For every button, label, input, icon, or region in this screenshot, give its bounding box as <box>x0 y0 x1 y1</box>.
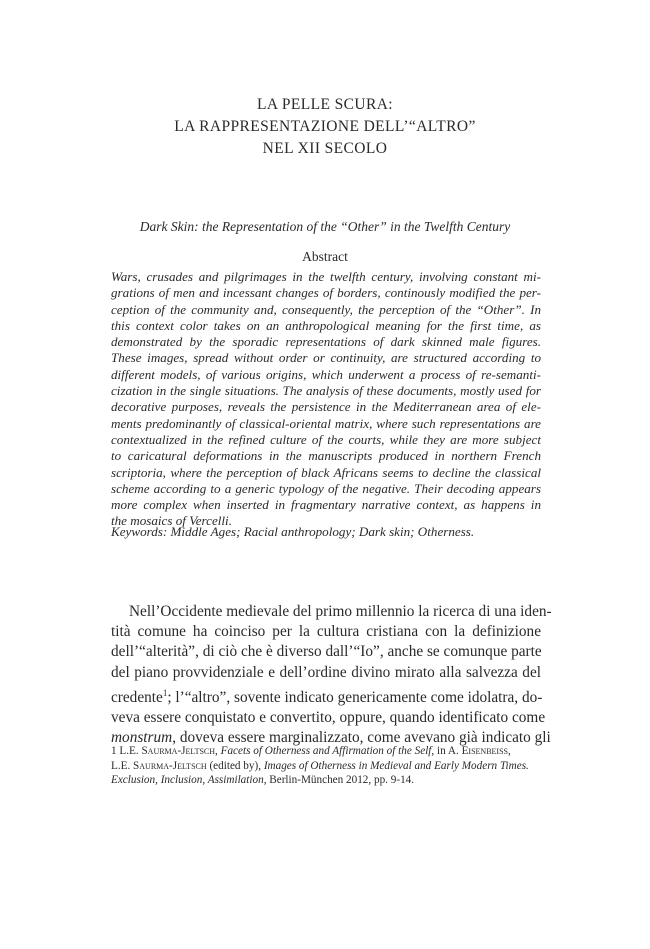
footnote-editor: Eisenbeiss <box>461 745 508 757</box>
footnote-separator: , <box>215 745 221 757</box>
abstract-line: cization in the single situations. The analysis of these documents, mostly used for <box>111 383 541 399</box>
abstract-line: this context color takes on an anthropological meaning for the first time, as <box>111 317 541 333</box>
abstract-line: Wars, crusades and pilgrimages in the twelfth century, involving constant mi- <box>111 269 541 284</box>
abstract-text <box>111 269 541 530</box>
latin-term: monstrum <box>111 729 173 747</box>
abstract-line: ception of the community and, consequently, the perception of the “Other”. In <box>111 301 541 317</box>
body-text <box>111 602 552 749</box>
body-line <box>111 683 541 708</box>
footnote-book-title: Images of Otherness in Medieval and Early Modern Times. <box>263 759 529 772</box>
footnote-text: , in A. <box>431 745 462 757</box>
english-title: Dark Skin: the Representation of the “Other” in the Twelfth Century <box>139 219 511 234</box>
footnote-editor: L.E. Saurma-Jeltsch <box>111 759 207 772</box>
chapter-title <box>0 94 650 160</box>
footnote-author: L.E. Saurma-Jeltsch <box>119 745 216 757</box>
footnote-number: 1 <box>111 745 117 757</box>
abstract-line: grations of men and incessant changes of borders, continously modified the per- <box>111 285 541 301</box>
footnote-text: (edited by), <box>206 759 264 772</box>
footnote-publication: , Berlin-München 2012, pp. 9-14. <box>263 774 415 787</box>
abstract-line: decorative purposes, reveals the persistence in the Mediterranean area of ele- <box>111 399 541 415</box>
body-line: veva essere conquistato e convertito, oppure, quando identificato come <box>111 709 546 727</box>
footnote <box>111 744 541 788</box>
abstract-line: ments predominantly of classical-oriental matrix, where such representations are <box>111 415 541 431</box>
footnote-line <box>111 759 541 774</box>
body-text-segment: credente <box>111 688 163 706</box>
abstract-line: These images, spread without order or continuity, are structured according to <box>111 350 541 366</box>
footnote-line <box>111 744 541 759</box>
abstract-heading: Abstract <box>302 249 348 264</box>
body-text-segment: , doveva essere marginalizzato, come avevano già indicato gli <box>172 729 551 747</box>
body-line: del piano provvidenziale e dell’ordine divino mirato alla salvezza del <box>111 663 541 681</box>
abstract-line: scheme according to a generic typology of the negative. Their decoding appears <box>111 480 541 496</box>
abstract-line: contextualized in the refined culture of the courts, while they are more subject <box>111 431 541 447</box>
footnote-separator: , <box>507 745 511 757</box>
abstract-line: scriptoria, where the perception of black Africans seems to decline the classical <box>111 464 541 480</box>
body-line: Nell’Occidente medievale del primo millennio la ricerca di una iden- <box>129 603 552 620</box>
chapter-title-line-3: NEL XII SECOLO <box>262 140 388 157</box>
keywords: Keywords: Middle Ages; Racial anthropology; Dark skin; Otherness. <box>111 524 475 539</box>
abstract-line: to caricatural deformations in the manuscripts produced in northern French <box>111 448 541 464</box>
footnote-line <box>111 773 541 788</box>
footnote-book-subtitle: Exclusion, Inclusion, Assimilation <box>111 774 264 787</box>
abstract-line: different models, of various origins, which underwent a process of re-semanti- <box>111 366 541 382</box>
body-line: dell’“alterità”, di ciò che è diverso dall’“Io”, anche se comunque parte <box>111 643 542 661</box>
abstract-line: more complex when inserted in fragmentary narrative context, as happens in <box>111 497 541 513</box>
footnote-reference[interactable]: 1 <box>162 687 168 698</box>
footnote-title: Facets of Otherness and Affirmation of the Self <box>220 745 432 757</box>
chapter-title-line-2: LA RAPPRESENTAZIONE DELL’“ALTRO” <box>174 118 476 135</box>
body-text-segment: ; l’“altro”, sovente indicato genericamente come idolatra, do- <box>167 688 543 706</box>
abstract-line: the mosaics of Vercelli. <box>111 513 232 529</box>
body-line: tità comune ha coinciso per la cultura cristiana con la definizione <box>111 623 541 641</box>
abstract-line: demonstrated by the sporadic representations of dark skinned male figures. <box>111 334 541 350</box>
chapter-title-line-1: LA PELLE SCURA: <box>256 96 394 113</box>
